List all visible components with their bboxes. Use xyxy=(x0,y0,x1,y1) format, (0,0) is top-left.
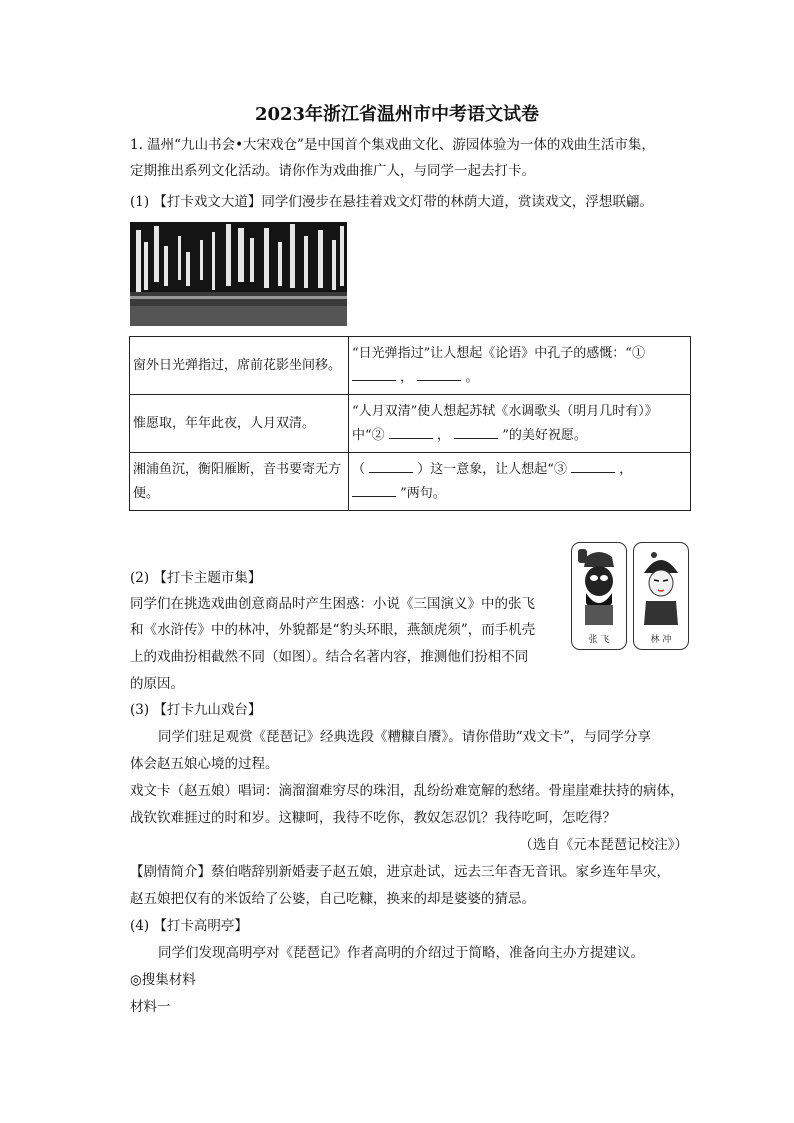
part4-heading: (4) 【打卡高明亭】 xyxy=(130,918,248,934)
part3-line: 同学们驻足观赏《琵琶记》经典选段《糟糠自餍》。请你借助“戏文卡”，与同学分享 xyxy=(158,729,652,745)
plot-summary-line: 赵五娘把仅有的米饭给了公婆，自己吃糠，换来的却是婆婆的猜忌。 xyxy=(130,891,535,907)
part2-line: 同学们在挑选戏曲创意商品时产生困惑：小说《三国演义》中的张飞 xyxy=(130,596,535,612)
answer-blank[interactable] xyxy=(571,458,615,473)
phone-label: 林 冲 xyxy=(650,635,672,645)
prompt-text: ”两句。 xyxy=(400,485,446,501)
answer-blank[interactable] xyxy=(352,482,396,497)
poem-row xyxy=(130,453,691,511)
opera-card-line: 戏文卡（赵五娘）唱词：滴溜溜难穷尽的珠泪，乱纷纷难宽解的愁绪。骨崖崖难扶持的病体， xyxy=(130,783,684,799)
part3-heading: (3) 【打卡九山戏台】 xyxy=(130,702,262,718)
part2-line: 上的戏曲扮相截然不同（如图）。结合名著内容，推测他们扮相不同 xyxy=(130,649,529,665)
prompt-text: 中“② xyxy=(352,427,385,443)
poem-table xyxy=(129,336,691,511)
part2-line: 和《水浒传》中的林冲，外貌都是“豹头环眼，燕颔虎须”，而手机壳 xyxy=(130,622,536,638)
phone-case-zhangfei xyxy=(571,542,627,650)
answer-blank[interactable] xyxy=(389,424,433,439)
opera-card-line: 战钦钦难捱过的时和岁。这糠呵，我待不吃你，教奴怎忍饥？我待吃呵，怎吃得？ xyxy=(130,810,616,826)
prompt-text: ）这一意象，让人想起“③ xyxy=(417,461,567,477)
answer-blank[interactable] xyxy=(417,366,461,381)
poem-line: 惟愿取，年年此夜，人月双清。 xyxy=(130,395,349,453)
opera-face-icon xyxy=(634,543,688,633)
lantern-street-image xyxy=(130,222,347,326)
answer-blank[interactable] xyxy=(369,458,413,473)
part3-line: 体会赵五娘心境的过程。 xyxy=(130,756,279,772)
opera-face-icon xyxy=(572,543,626,633)
prompt-text: ”的美好祝愿。 xyxy=(502,427,587,443)
question-intro-line1: 1. 温州“九山书会•大宋戏仓”是中国首个集戏曲文化、游园体验为一体的戏曲生活市集， xyxy=(130,137,655,153)
prompt-text: ， xyxy=(400,369,414,385)
poem-line: 湘浦鱼沉，衡阳雁断，音书要寄无方便。 xyxy=(130,453,349,511)
collect-materials: ◎搜集材料 xyxy=(130,972,196,988)
question-intro-line2: 定期推出系列文化活动。请你作为戏曲推广人，与同学一起去打卡。 xyxy=(130,163,535,179)
prompt-text: ， xyxy=(619,461,633,477)
poem-row xyxy=(130,337,691,395)
answer-blank[interactable] xyxy=(352,366,396,381)
material-label: 材料一 xyxy=(130,999,171,1015)
answer-blank[interactable] xyxy=(454,424,498,439)
part1-heading: (1) 【打卡戏文大道】同学们漫步在悬挂着戏文灯带的林荫大道，赏读戏文，浮想联翩。 xyxy=(130,194,653,210)
poem-prompt xyxy=(349,395,691,453)
part2-heading: (2) 【打卡主题市集】 xyxy=(130,570,262,586)
prompt-text: 。 xyxy=(465,369,479,385)
lantern-street-photo xyxy=(130,222,347,326)
phone-label: 张 飞 xyxy=(588,635,610,645)
poem-prompt xyxy=(349,337,691,395)
source-note: （选自《元本琵琶记校注》） xyxy=(519,837,688,853)
poem-row xyxy=(130,395,691,453)
plot-summary-line: 【剧情简介】蔡伯喈辞别新婚妻子赵五娘，进京赴试，远去三年杳无音讯。家乡连年旱灾， xyxy=(130,864,670,880)
prompt-text: “日光弹指过”让人想起《论语》中孔子的感慨：“① xyxy=(352,345,645,361)
poem-prompt xyxy=(349,453,691,511)
prompt-text: ， xyxy=(436,427,450,443)
prompt-text: “人月双清”使人想起苏轼《水调歌头（明月几时有）》 xyxy=(352,403,658,419)
page-title: 2023年浙江省温州市中考语文试卷 xyxy=(254,104,540,125)
phone-case-linchong xyxy=(633,542,689,650)
part4-line: 同学们发现高明亭对《琵琶记》作者高明的介绍过于简略，准备向主办方提建议。 xyxy=(158,945,644,961)
prompt-text: （ xyxy=(352,461,366,477)
part2-line: 的原因。 xyxy=(130,676,184,692)
poem-line: 窗外日光弹指过，席前花影坐间移。 xyxy=(130,337,349,395)
